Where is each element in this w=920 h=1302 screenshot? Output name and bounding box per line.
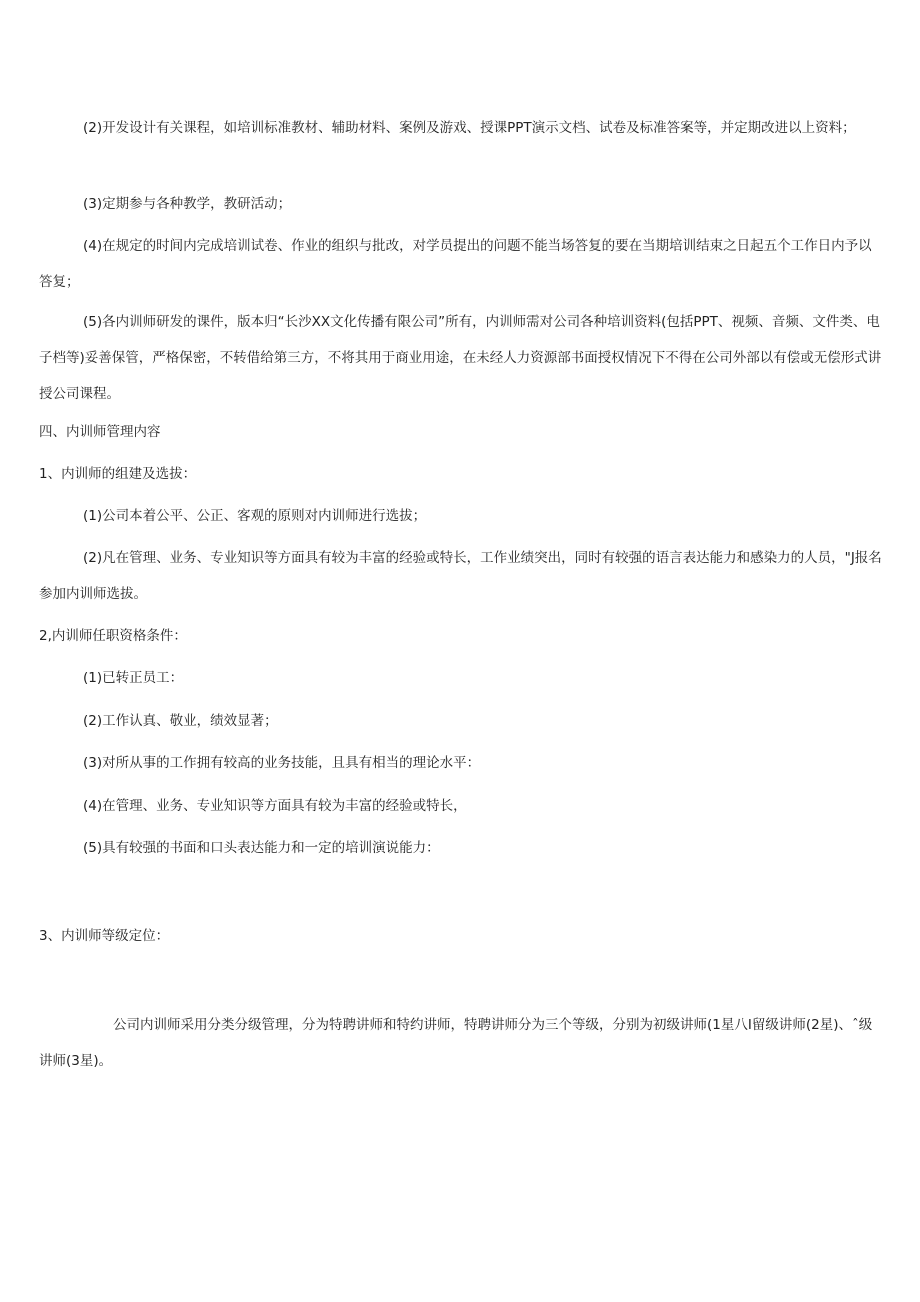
paragraph-qualification-1: (1)已转正员工： (83, 670, 184, 686)
paragraph-grade-description: 公司内训师采用分类分级管理，分为特聘讲师和特约讲师，特聘讲师分为三个等级，分别为初级讲师(1星八I留级讲师(2星)、ˆ级讲师(3星)。 (39, 1017, 873, 1069)
paragraph-duty-4: (4)在规定的时间内完成培训试卷、作业的组织与批改，对学员提出的问题不能当场答复的要在当期培训结束之日起五个工作日内予以答复； (39, 238, 872, 290)
paragraph-selection-2: (2)凡在管理、业务、专业知识等方面具有较为丰富的经验或特长，工作业绩突出，同时有较强的语言表达能力和感染力的人员，"J报名参加内训师选拔。 (39, 550, 882, 602)
subsection-heading-2: 2,内训师任职资格条件： (39, 628, 187, 644)
section-heading-4: 四、内训师管理内容 (39, 424, 161, 440)
subsection-heading-1: 1、内训师的组建及选拔： (39, 466, 197, 482)
paragraph-duty-5: (5)各内训师研发的课件，版本归“长沙XX文化传播有限公司”所有，内训师需对公司各种培训资料(包括PPT、视频、音频、文件类、电子档等)妥善保管，严格保密，不转借给第三方，不将其用于商业用途，在未经人力资源部书面授权情况下不得在公司外部以有偿或无偿形式讲授公司课程。 (39, 314, 882, 402)
subsection-heading-3: 3、内训师等级定位： (39, 928, 170, 944)
paragraph-qualification-2: (2)工作认真、敬业，绩效显著； (83, 713, 278, 729)
paragraph-duty-3: (3)定期参与各种教学，教研活动； (83, 196, 292, 212)
paragraph-qualification-5: (5)具有较强的书面和口头表达能力和一定的培训演说能力： (83, 840, 440, 856)
paragraph-qualification-4: (4)在管理、业务、专业知识等方面具有较为丰富的经验或特长， (83, 798, 467, 814)
paragraph-duty-2: (2)开发设计有关课程，如培训标准教材、辅助材料、案例及游戏、授课PPT演示文档、试卷及标准答案等，并定期改进以上资料； (83, 120, 856, 136)
paragraph-selection-1: (1)公司本着公平、公正、客观的原则对内训师进行选拔； (83, 508, 427, 524)
paragraph-qualification-3: (3)对所从事的工作拥有较高的业务技能，且具有相当的理论水平： (83, 755, 481, 771)
